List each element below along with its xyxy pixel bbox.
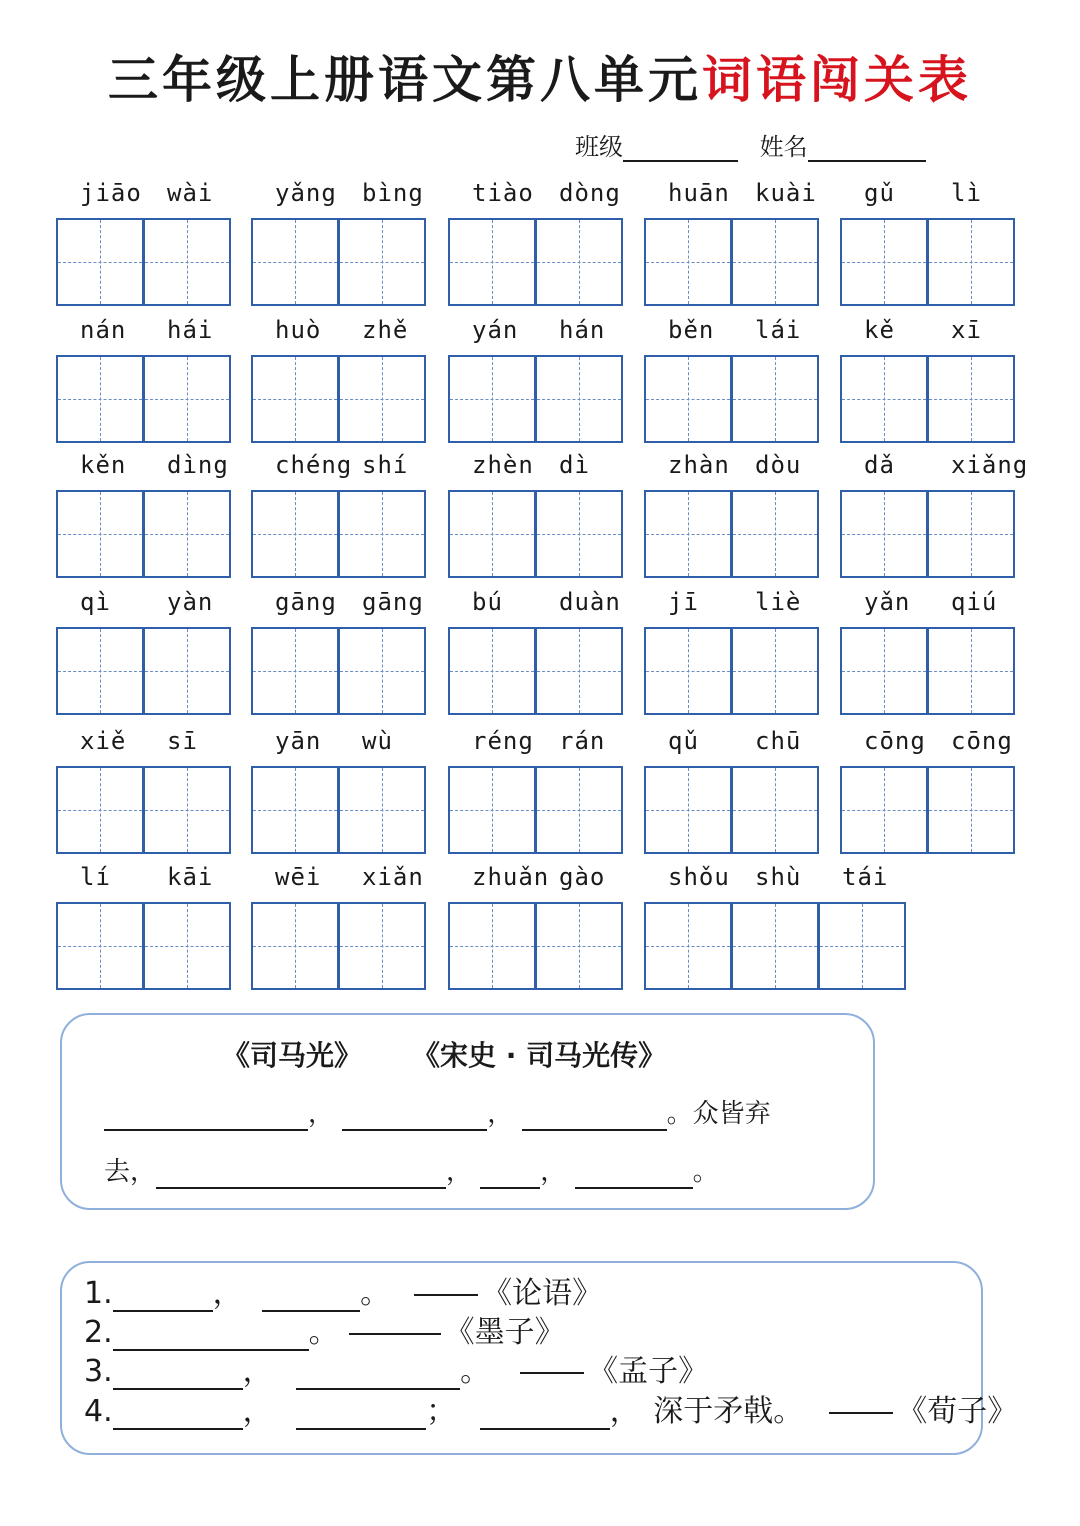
tianzige-cell[interactable] bbox=[143, 766, 231, 854]
pinyin-label: wēi bbox=[275, 863, 322, 891]
tianzige-cell[interactable] bbox=[840, 627, 928, 715]
tianzige-cell[interactable] bbox=[448, 490, 536, 578]
pinyin-label: lí bbox=[80, 863, 111, 891]
punct: ， bbox=[212, 1276, 243, 1311]
pinyin-label: xiǎn bbox=[362, 863, 424, 891]
tianzige-cell[interactable] bbox=[338, 902, 426, 990]
answer-blank[interactable] bbox=[113, 1282, 213, 1312]
pinyin-label: gào bbox=[559, 863, 606, 891]
book-title-2: 《宋史 · 司马光传》 bbox=[412, 1039, 667, 1072]
tianzige-cell[interactable] bbox=[840, 766, 928, 854]
tianzige-cell[interactable] bbox=[251, 355, 339, 443]
tianzige-cell[interactable] bbox=[644, 355, 732, 443]
tianzige-cell[interactable] bbox=[251, 490, 339, 578]
pinyin-label: zhàn bbox=[668, 451, 730, 479]
pinyin-label: yān bbox=[275, 727, 322, 755]
tianzige-cell[interactable] bbox=[251, 766, 339, 854]
book-title-1: 《司马光》 bbox=[222, 1039, 363, 1072]
tianzige-cell[interactable] bbox=[927, 627, 1015, 715]
answer-blank[interactable] bbox=[262, 1282, 360, 1312]
answer-blank[interactable] bbox=[113, 1400, 243, 1430]
sima-line-2 bbox=[104, 1155, 719, 1189]
answer-blank[interactable] bbox=[113, 1360, 243, 1390]
pinyin-label: lì bbox=[951, 179, 982, 207]
punct: ， bbox=[487, 1099, 514, 1129]
punct: 。 bbox=[692, 1157, 719, 1187]
tianzige-cell[interactable] bbox=[56, 627, 144, 715]
pinyin-label: nán bbox=[80, 316, 127, 344]
tianzige-cell[interactable] bbox=[535, 218, 623, 306]
pinyin-label: qì bbox=[80, 588, 111, 616]
dash bbox=[349, 1333, 441, 1335]
sima-line1-tail: 。众皆弃 bbox=[666, 1099, 771, 1129]
pinyin-label: hán bbox=[559, 316, 606, 344]
tianzige-cell[interactable] bbox=[448, 627, 536, 715]
pinyin-label: cōng bbox=[951, 727, 1013, 755]
answer-blank[interactable] bbox=[104, 1101, 308, 1131]
answer-blank[interactable] bbox=[342, 1101, 487, 1131]
pinyin-label: tiào bbox=[472, 179, 534, 207]
name-blank[interactable] bbox=[808, 130, 926, 162]
pinyin-label: yǎn bbox=[864, 588, 911, 616]
tianzige-cell[interactable] bbox=[143, 490, 231, 578]
answer-blank[interactable] bbox=[522, 1101, 667, 1131]
pinyin-label: sī bbox=[167, 727, 198, 755]
quote-item-3 bbox=[84, 1354, 708, 1390]
tianzige-cell[interactable] bbox=[143, 627, 231, 715]
dash bbox=[829, 1412, 893, 1414]
pinyin-label: shí bbox=[362, 451, 409, 479]
tianzige-cell[interactable] bbox=[338, 490, 426, 578]
quote-item-1 bbox=[84, 1276, 602, 1312]
answer-blank[interactable] bbox=[156, 1159, 446, 1189]
pinyin-label: kě bbox=[864, 316, 895, 344]
answer-blank[interactable] bbox=[480, 1159, 540, 1189]
pinyin-label: yán bbox=[472, 316, 519, 344]
tianzige-cell[interactable] bbox=[56, 355, 144, 443]
title-red: 词语闯关表 bbox=[702, 51, 972, 109]
punct: 。 bbox=[360, 1276, 391, 1311]
tianzige-cell[interactable] bbox=[448, 355, 536, 443]
pinyin-label: zhuǎn bbox=[472, 863, 550, 891]
pinyin-label: huān bbox=[668, 179, 730, 207]
dash bbox=[520, 1372, 584, 1374]
pinyin-label: dìng bbox=[167, 451, 229, 479]
quote-number: 2. bbox=[84, 1315, 113, 1350]
tianzige-cell[interactable] bbox=[56, 490, 144, 578]
tianzige-cell[interactable] bbox=[644, 902, 732, 990]
pinyin-label: qǔ bbox=[668, 727, 699, 755]
class-blank[interactable] bbox=[623, 130, 738, 162]
page-title bbox=[0, 48, 1080, 112]
tianzige-cell[interactable] bbox=[644, 627, 732, 715]
pinyin-label: xiǎng bbox=[951, 451, 1029, 479]
pinyin-label: rán bbox=[559, 727, 606, 755]
pinyin-label: tái bbox=[842, 863, 889, 891]
pinyin-label: kuài bbox=[755, 179, 817, 207]
pinyin-label: chū bbox=[755, 727, 802, 755]
pinyin-label: réng bbox=[472, 727, 534, 755]
tianzige-cell[interactable] bbox=[338, 627, 426, 715]
pinyin-label: gāng bbox=[362, 588, 424, 616]
punct: ， bbox=[242, 1354, 273, 1389]
student-info-row bbox=[575, 130, 926, 162]
punct: ； bbox=[426, 1394, 457, 1429]
tianzige-cell[interactable] bbox=[927, 218, 1015, 306]
tianzige-cell[interactable] bbox=[840, 218, 928, 306]
pinyin-label: bìng bbox=[362, 179, 424, 207]
quote-source: 《荀子》 bbox=[897, 1394, 1018, 1429]
tianzige-cell[interactable] bbox=[731, 627, 819, 715]
punct: 。 bbox=[460, 1354, 491, 1389]
punct: ， bbox=[446, 1157, 473, 1187]
quote-text: 深于矛戟。 bbox=[653, 1394, 804, 1429]
tianzige-cell[interactable] bbox=[143, 902, 231, 990]
pinyin-label: shǒu bbox=[668, 863, 730, 891]
pinyin-label: xiě bbox=[80, 727, 127, 755]
pinyin-label: hái bbox=[167, 316, 214, 344]
pinyin-label: qiú bbox=[951, 588, 998, 616]
tianzige-cell[interactable] bbox=[644, 218, 732, 306]
tianzige-cell[interactable] bbox=[644, 766, 732, 854]
tianzige-cell[interactable] bbox=[927, 766, 1015, 854]
tianzige-cell[interactable] bbox=[535, 355, 623, 443]
pinyin-label: xī bbox=[951, 316, 982, 344]
pinyin-label: lái bbox=[755, 316, 802, 344]
tianzige-cell[interactable] bbox=[535, 902, 623, 990]
dash bbox=[414, 1294, 478, 1296]
punct: 。 bbox=[308, 1315, 339, 1350]
pinyin-label: gǔ bbox=[864, 179, 895, 207]
punct: ， bbox=[609, 1394, 640, 1429]
tianzige-cell[interactable] bbox=[338, 766, 426, 854]
tianzige-cell[interactable] bbox=[927, 355, 1015, 443]
answer-blank[interactable] bbox=[296, 1360, 460, 1390]
tianzige-cell[interactable] bbox=[448, 766, 536, 854]
quote-source: 《孟子》 bbox=[588, 1354, 709, 1389]
pinyin-label: jiāo bbox=[80, 179, 142, 207]
pinyin-label: huò bbox=[275, 316, 322, 344]
tianzige-cell[interactable] bbox=[56, 218, 144, 306]
pinyin-label: yǎng bbox=[275, 179, 337, 207]
tianzige-cell[interactable] bbox=[143, 355, 231, 443]
tianzige-cell[interactable] bbox=[644, 490, 732, 578]
pinyin-label: gāng bbox=[275, 588, 337, 616]
pinyin-label: shù bbox=[755, 863, 802, 891]
quote-number: 1. bbox=[84, 1276, 113, 1311]
tianzige-cell[interactable] bbox=[448, 902, 536, 990]
quote-source: 《论语》 bbox=[482, 1276, 603, 1311]
pinyin-label: dì bbox=[559, 451, 590, 479]
tianzige-cell[interactable] bbox=[818, 902, 906, 990]
tianzige-cell[interactable] bbox=[731, 902, 819, 990]
answer-blank[interactable] bbox=[480, 1400, 610, 1430]
tianzige-cell[interactable] bbox=[731, 490, 819, 578]
pinyin-label: chéng bbox=[275, 451, 353, 479]
tianzige-cell[interactable] bbox=[251, 902, 339, 990]
class-label: 班级 bbox=[575, 133, 623, 161]
tianzige-cell[interactable] bbox=[927, 490, 1015, 578]
tianzige-cell[interactable] bbox=[731, 766, 819, 854]
answer-blank[interactable] bbox=[113, 1321, 309, 1351]
quote-item-2 bbox=[84, 1315, 565, 1351]
tianzige-cell[interactable] bbox=[251, 627, 339, 715]
pinyin-label: wài bbox=[167, 179, 214, 207]
tianzige-cell[interactable] bbox=[840, 490, 928, 578]
sima-line-1 bbox=[104, 1097, 771, 1131]
pinyin-label: zhèn bbox=[472, 451, 534, 479]
punct: ， bbox=[540, 1157, 567, 1187]
pinyin-label: zhě bbox=[362, 316, 409, 344]
tianzige-cell[interactable] bbox=[535, 490, 623, 578]
pinyin-label: wù bbox=[362, 727, 393, 755]
tianzige-cell[interactable] bbox=[251, 218, 339, 306]
pinyin-label: liè bbox=[755, 588, 802, 616]
pinyin-label: běn bbox=[668, 316, 715, 344]
tianzige-cell[interactable] bbox=[535, 766, 623, 854]
pinyin-label: cōng bbox=[864, 727, 926, 755]
sima-line2-head: 去， bbox=[104, 1157, 157, 1187]
pinyin-label: kěn bbox=[80, 451, 127, 479]
title-black: 三年级上册语文第八单元 bbox=[108, 51, 702, 109]
quote-number: 3. bbox=[84, 1354, 113, 1389]
tianzige-cell[interactable] bbox=[143, 218, 231, 306]
quote-item-4 bbox=[84, 1394, 1017, 1430]
quote-source: 《墨子》 bbox=[444, 1315, 565, 1350]
tianzige-cell[interactable] bbox=[56, 766, 144, 854]
tianzige-cell[interactable] bbox=[338, 355, 426, 443]
pinyin-label: jī bbox=[668, 588, 699, 616]
tianzige-cell[interactable] bbox=[731, 218, 819, 306]
sima-guang-panel bbox=[60, 1013, 875, 1210]
punct: ， bbox=[242, 1394, 273, 1429]
pinyin-label: bú bbox=[472, 588, 503, 616]
pinyin-label: dòng bbox=[559, 179, 621, 207]
answer-blank[interactable] bbox=[296, 1400, 426, 1430]
answer-blank[interactable] bbox=[575, 1159, 693, 1189]
quote-number: 4. bbox=[84, 1394, 113, 1429]
pinyin-label: dǎ bbox=[864, 451, 895, 479]
tianzige-cell[interactable] bbox=[840, 355, 928, 443]
tianzige-cell[interactable] bbox=[448, 218, 536, 306]
tianzige-cell[interactable] bbox=[338, 218, 426, 306]
tianzige-cell[interactable] bbox=[535, 627, 623, 715]
tianzige-cell[interactable] bbox=[731, 355, 819, 443]
pinyin-label: yàn bbox=[167, 588, 214, 616]
pinyin-label: duàn bbox=[559, 588, 621, 616]
pinyin-label: dòu bbox=[755, 451, 802, 479]
pinyin-label: kāi bbox=[167, 863, 214, 891]
punct: ， bbox=[308, 1099, 335, 1129]
name-label: 姓名 bbox=[759, 133, 808, 161]
tianzige-cell[interactable] bbox=[56, 902, 144, 990]
